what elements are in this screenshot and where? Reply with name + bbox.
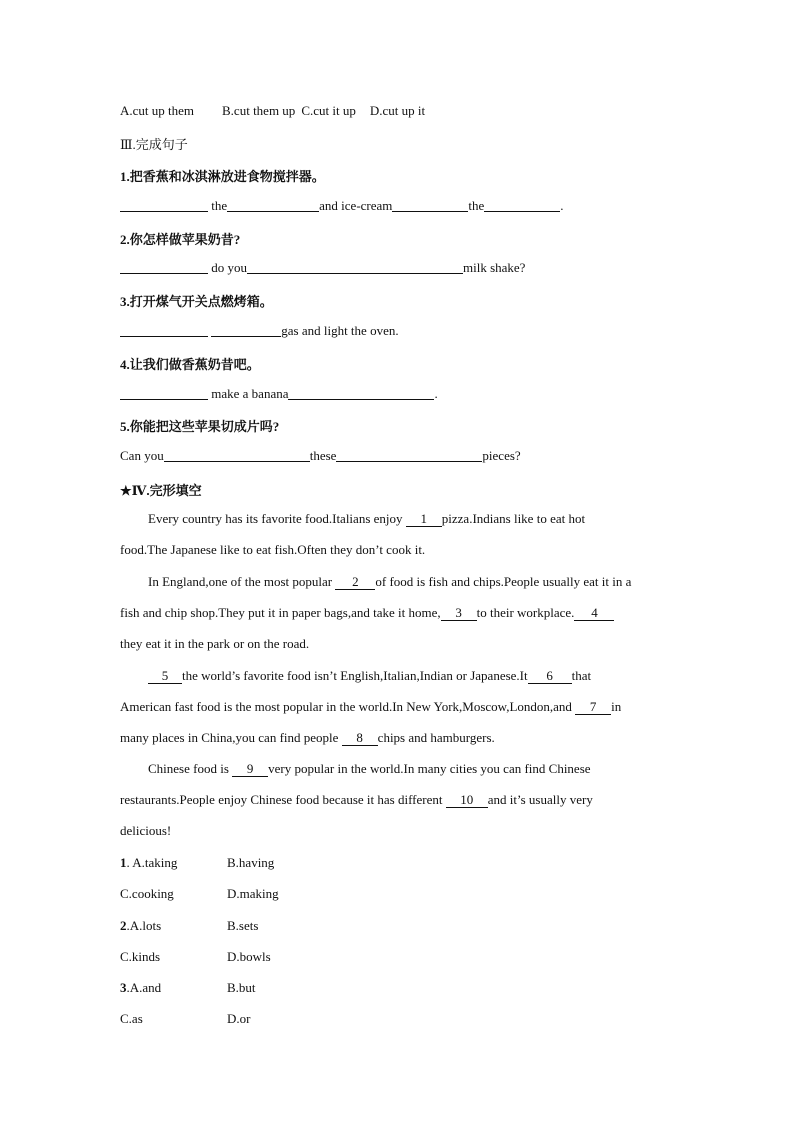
option-b[interactable]: B.but	[227, 980, 256, 995]
passage-line	[120, 699, 621, 715]
option-c[interactable]: C.kinds	[120, 949, 161, 964]
prev-question-options	[120, 103, 425, 119]
passage-line	[148, 761, 591, 777]
blank[interactable]	[164, 448, 310, 462]
option-a[interactable]: .A.and	[126, 980, 162, 995]
word: the	[211, 198, 228, 213]
blank[interactable]	[247, 260, 463, 274]
word: make a banana	[211, 386, 289, 401]
text: restaurants.People enjoy Chinese food because it has different	[120, 792, 446, 807]
blank-9[interactable]: 9	[232, 762, 268, 777]
blank-6[interactable]: 6	[528, 669, 572, 684]
blank-5[interactable]: 5	[148, 669, 182, 684]
passage-line	[120, 792, 593, 808]
passage-line	[148, 668, 591, 684]
option-d: D.cut up it	[369, 103, 426, 118]
text: chips and hamburgers.	[377, 730, 495, 745]
passage-line: food.The Japanese like to eat fish.Often they don’t cook it.	[120, 542, 426, 557]
passage-line	[120, 730, 495, 746]
word: gas and light the oven.	[281, 323, 399, 338]
q2-chinese: 2.你怎样做苹果奶昔?	[120, 232, 241, 247]
q1-chinese: 1.把香蕉和冰淇淋放进食物搅拌器。	[120, 169, 325, 184]
q5-answer-line	[120, 448, 521, 464]
word: these	[309, 448, 337, 463]
option-c: C.cut it up	[301, 103, 356, 118]
text: that	[571, 668, 592, 683]
blank-4[interactable]: 4	[574, 606, 614, 621]
section-3-title: Ⅲ.完成句子	[120, 137, 188, 152]
text: of food is fish and chips.People usually eat it in a	[375, 574, 632, 589]
q2-answer-line	[120, 260, 525, 276]
blank[interactable]	[120, 198, 208, 212]
option-b[interactable]: B.having	[227, 855, 275, 870]
blank-10[interactable]: 10	[446, 793, 488, 808]
passage-line: they eat it in the park or on the road.	[120, 636, 310, 651]
word: and ice-cream	[319, 198, 393, 213]
option-number: 3	[120, 980, 127, 995]
blank[interactable]	[211, 323, 281, 337]
section-4-title: ★Ⅳ.完形填空	[120, 483, 202, 498]
option-b[interactable]: B.sets	[227, 918, 259, 933]
blank-7[interactable]: 7	[575, 700, 611, 715]
text: Chinese food is	[148, 761, 233, 776]
option-d[interactable]: D.or	[227, 1011, 251, 1026]
blank[interactable]	[227, 198, 319, 212]
passage-line	[120, 605, 614, 621]
option-c[interactable]: C.cooking	[120, 886, 174, 901]
option-row	[120, 855, 177, 871]
passage-line: delicious!	[120, 823, 172, 838]
q1-answer-line	[120, 198, 564, 214]
option-c[interactable]: C.as	[120, 1011, 143, 1026]
option-a[interactable]: . A.taking	[126, 855, 178, 870]
word: pieces?	[482, 448, 521, 463]
text: and it’s usually very	[487, 792, 593, 807]
word: milk shake?	[463, 260, 526, 275]
text: the world’s favorite food isn’t English,Italian,Indian or Japanese.It	[182, 668, 528, 683]
option-row	[120, 918, 161, 934]
blank[interactable]	[120, 323, 208, 337]
option-d[interactable]: D.bowls	[227, 949, 271, 964]
blank[interactable]	[392, 198, 468, 212]
option-number: 2	[120, 918, 127, 933]
option-row	[120, 980, 161, 996]
blank[interactable]	[120, 386, 208, 400]
blank[interactable]	[484, 198, 560, 212]
word: .	[560, 198, 564, 213]
word: .	[434, 386, 438, 401]
text: in	[611, 699, 622, 714]
word: the	[468, 198, 485, 213]
text: fish and chip shop.They put it in paper bags,and take it home,	[120, 605, 441, 620]
word: Can you	[120, 448, 164, 463]
text: many places in China,you can find people	[120, 730, 342, 745]
option-d[interactable]: D.making	[227, 886, 279, 901]
word: do you	[211, 260, 247, 275]
text: to their workplace.	[476, 605, 575, 620]
text: In England,one of the most popular	[148, 574, 336, 589]
text: pizza.Indians like to eat hot	[441, 511, 586, 526]
option-number: 1	[120, 855, 127, 870]
q3-chinese: 3.打开煤气开关点燃烤箱。	[120, 294, 273, 309]
blank[interactable]	[336, 448, 482, 462]
passage-line	[148, 574, 631, 590]
blank-1[interactable]: 1	[406, 512, 442, 527]
blank-2[interactable]: 2	[335, 575, 375, 590]
option-b: B.cut them up	[222, 103, 296, 118]
q5-chinese: 5.你能把这些苹果切成片吗?	[120, 419, 280, 434]
text: very popular in the world.In many cities you can find Chinese	[268, 761, 591, 776]
blank[interactable]	[288, 386, 434, 400]
passage-line	[148, 511, 585, 527]
blank-8[interactable]: 8	[342, 731, 378, 746]
q4-chinese: 4.让我们做香蕉奶昔吧。	[120, 357, 260, 372]
option-a: A.cut up them	[120, 103, 195, 118]
text: American fast food is the most popular in the world.In New York,Moscow,London,and	[120, 699, 576, 714]
blank[interactable]	[120, 260, 208, 274]
q3-answer-line	[120, 323, 399, 339]
q4-answer-line	[120, 386, 438, 402]
blank-3[interactable]: 3	[441, 606, 477, 621]
option-a[interactable]: .A.lots	[126, 918, 162, 933]
text: Every country has its favorite food.Italians enjoy	[148, 511, 406, 526]
